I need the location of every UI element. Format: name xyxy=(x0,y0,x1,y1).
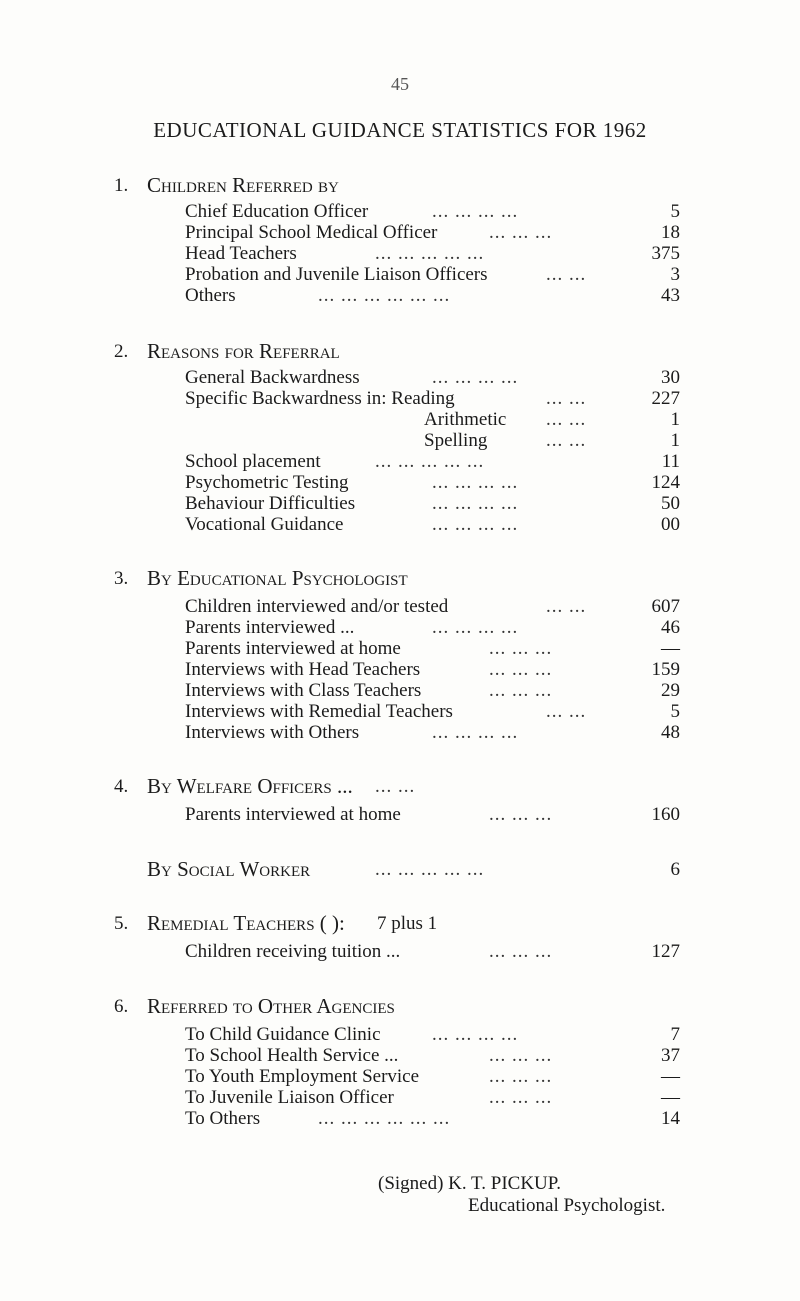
leader-dots: ... ... ... ... ... xyxy=(375,859,485,880)
row-label: To Juvenile Liaison Officer xyxy=(185,1087,394,1108)
row-label: To School Health Service ... xyxy=(185,1045,399,1066)
row-value: 6 xyxy=(670,859,680,880)
section-heading: By Welfare Officers ... xyxy=(147,774,353,798)
row-value: 227 xyxy=(651,388,680,409)
signature-title: Educational Psychologist. xyxy=(468,1195,666,1216)
leader-dots: ... ... ... ... xyxy=(432,722,519,743)
leader-dots: ... ... xyxy=(546,701,587,722)
leader-dots: ... ... ... ... xyxy=(432,201,519,222)
leader-dots: ... ... ... ... xyxy=(432,617,519,638)
section-heading: By Educational Psychologist xyxy=(147,566,408,590)
leader-dots: ... ... ... ... xyxy=(432,1024,519,1045)
row-value: 00 xyxy=(661,514,680,535)
section-heading: By Social Worker xyxy=(147,857,311,881)
row-label: Others xyxy=(185,285,236,306)
row-value: 30 xyxy=(661,367,680,388)
row-label: Interviews with Head Teachers xyxy=(185,659,421,680)
row-value: 1 xyxy=(670,409,680,430)
row-label: Chief Education Officer xyxy=(185,201,369,222)
section-heading: Reasons for Referral xyxy=(147,339,340,363)
row-value: 375 xyxy=(651,243,680,264)
leader-dots: ... ... xyxy=(546,264,587,285)
leader-dots: ... ... ... xyxy=(489,1066,553,1087)
row-value: 18 xyxy=(661,222,680,243)
row-label: Interviews with Remedial Teachers xyxy=(185,701,453,722)
row-label: Arithmetic xyxy=(424,409,507,430)
section-heading-suffix: 7 plus 1 xyxy=(377,913,438,934)
row-label: To Youth Employment Service xyxy=(185,1066,420,1087)
leader-dots: ... ... ... ... ... xyxy=(375,243,485,264)
section-heading: Referred to Other Agencies xyxy=(147,994,395,1018)
section-number: 1. xyxy=(114,175,129,196)
leader-dots: ... ... ... xyxy=(489,659,553,680)
row-value: — xyxy=(661,638,680,659)
leader-dots: ... ... ... ... ... xyxy=(375,451,485,472)
row-value: 48 xyxy=(661,722,680,743)
leader-dots: ... ... ... xyxy=(489,1045,553,1066)
page-number: 45 xyxy=(391,74,409,94)
row-label: Spelling xyxy=(424,430,488,451)
row-value: 29 xyxy=(661,680,680,701)
row-value: 46 xyxy=(661,617,680,638)
leader-dots: ... ... xyxy=(546,409,587,430)
leader-dots: ... ... ... ... xyxy=(432,472,519,493)
row-value: 43 xyxy=(661,285,680,306)
row-label: Parents interviewed at home xyxy=(185,804,401,825)
leader-dots: ... ... xyxy=(546,388,587,409)
row-value: 124 xyxy=(651,472,680,493)
row-value: 37 xyxy=(661,1045,680,1066)
row-value: 159 xyxy=(651,659,680,680)
row-value: 11 xyxy=(661,451,680,472)
row-label: To Child Guidance Clinic xyxy=(185,1024,381,1045)
row-value: — xyxy=(661,1066,680,1087)
section-number: 5. xyxy=(114,913,129,934)
row-value: 50 xyxy=(661,493,680,514)
section-number: 2. xyxy=(114,341,129,362)
row-value: 5 xyxy=(670,201,680,222)
leader-dots: ... ... ... ... xyxy=(432,367,519,388)
row-value: 14 xyxy=(661,1108,680,1129)
row-value: 160 xyxy=(651,804,680,825)
row-label: Interviews with Class Teachers xyxy=(185,680,422,701)
row-value: 607 xyxy=(651,596,680,617)
row-label: Interviews with Others xyxy=(185,722,360,743)
section-heading: Children Referred by xyxy=(147,173,339,197)
signature-line: (Signed) K. T. PICKUP. xyxy=(378,1173,561,1194)
leader-dots: ... ... xyxy=(546,430,587,451)
row-label: Head Teachers xyxy=(185,243,297,264)
row-label: To Others xyxy=(185,1108,261,1129)
row-value: 1 xyxy=(670,430,680,451)
leader-dots: ... ... ... ... xyxy=(432,514,519,535)
row-label: Behaviour Difficulties xyxy=(185,493,356,514)
row-label: Children interviewed and/or tested xyxy=(185,596,449,617)
leader-dots: ... ... ... ... xyxy=(432,493,519,514)
row-label: Vocational Guidance xyxy=(185,514,344,535)
row-label: Parents interviewed at home xyxy=(185,638,401,659)
row-label: Principal School Medical Officer xyxy=(185,222,438,243)
row-value: — xyxy=(661,1087,680,1108)
row-label: Specific Backwardness in: Reading xyxy=(185,388,455,409)
page-title: EDUCATIONAL GUIDANCE STATISTICS FOR 1962 xyxy=(153,118,647,142)
section-number: 4. xyxy=(114,776,129,797)
leader-dots: ... ... ... xyxy=(489,941,553,962)
leader-dots: ... ... xyxy=(375,776,416,797)
row-label: Probation and Juvenile Liaison Officers xyxy=(185,264,488,285)
leader-dots: ... ... xyxy=(546,596,587,617)
row-value: 3 xyxy=(670,264,680,285)
section-number: 6. xyxy=(114,996,129,1017)
leader-dots: ... ... ... xyxy=(489,222,553,243)
leader-dots: ... ... ... xyxy=(489,1087,553,1108)
row-label: Psychometric Testing xyxy=(185,472,349,493)
row-value: 7 xyxy=(670,1024,680,1045)
row-label: School placement xyxy=(185,451,321,472)
section-heading: Remedial Teachers ( ): xyxy=(147,911,345,935)
row-label: Children receiving tuition ... xyxy=(185,941,401,962)
row-value: 127 xyxy=(651,941,680,962)
row-label: General Backwardness xyxy=(185,367,360,388)
row-value: 5 xyxy=(670,701,680,722)
leader-dots: ... ... ... ... ... ... xyxy=(318,285,451,306)
leader-dots: ... ... ... ... ... ... xyxy=(318,1108,451,1129)
section-number: 3. xyxy=(114,568,129,589)
row-label: Parents interviewed ... xyxy=(185,617,355,638)
leader-dots: ... ... ... xyxy=(489,680,553,701)
leader-dots: ... ... ... xyxy=(489,804,553,825)
leader-dots: ... ... ... xyxy=(489,638,553,659)
